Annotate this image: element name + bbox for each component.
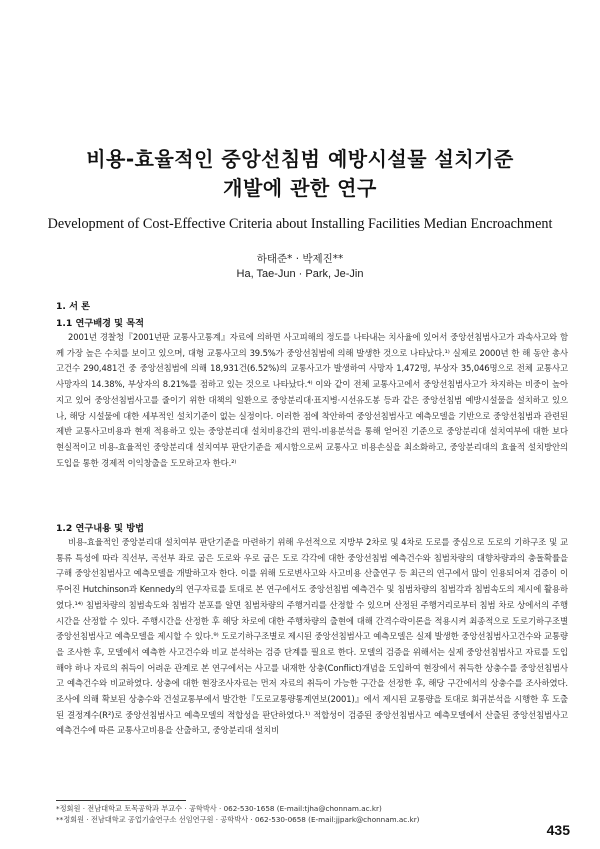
title-korean-line2: 개발에 관한 연구	[223, 176, 377, 200]
paragraph-method: 비용-효율적인 중앙분리대 설치여부 판단기준을 마련하기 위해 우선적으로 지방부 2차로 및 4차로 도로를 중심으로 도로의 기하구조 및 교통류 특성에 따라 직선부, 곡선부 좌로 굽은 도로와 우로 굽은 도로 각각에 대한 중앙선침범 예측건수와 침범차량의 대향차량과의 충돌확률을 구해 중앙선침범사고 예측모델을 개발하고자 한다. 이를 위해 도로변사고와 사고비용 산출연구 등 최근의 연구에서 많이 인용되어져 검증이 이루어진 Hutchinson과 Kennedy의 연구자료를 토대로 본 연구에서도 중앙선침범 예측건수 및 침범차량의 침범각과 침범속도의 제시에 활용하였다.¹⁴⁾ 침범차량의 침범속도와 침범각 분포를 알면 침범차량의 주행거리를 산정할 수 있으며 산정된 주행거리로부터 침범 차로 상에서의 주행시간을 산정할 수 있다. 주행시간을 산정한 후 해당 차로에 대한 주행차량의 출현에 대해 간격수락이론을 적용시켜 최종적으로 도로기하구조별 중앙선침범사고 예측모델을 제시할 수 있다.⁹⁾ 도로기하구조별로 제시된 중앙선침범사고 예측모델은 실제 발생한 중앙선침범사고건수와 교통량을 조사한 후, 모델에서 예측한 사고건수와 비교 분석하는 검증 단계를 필요로 한다. 모델의 검증을 위해서는 실제 중앙선침범사고 자료를 도입해야 하나 자료의 취득이 어려운 관계로 본 연구에서는 사고를 내재한 상충(Conflict)개념을 도입하여 현장에서 취득한 상충수를 중앙선침범사고 예측건수와 비교하였다. 상충에 대한 현장조사자료는 먼저 자료의 취득이 가능한 구간을 선정한 후, 해당 구간에서의 상충수를 조사하였다. 조사에 의해 확보된 상충수와 건설교통부에서 발간한『도로교통량통계연보(2001)』에서 제시된 교통량을 토대로 회귀분석을 시행한 후 도출된 결정계수(R²)로 중앙선침범사고 예측모델의 적합성을 판단하였다.¹⁾ 적합성이 검증된 중앙선침범사고 예측모델에서 산출된 중앙선침범사고 예측건수에 따른 교통사고비용을 산출하고, 중앙분리대 설치비	[56, 537, 568, 736]
paragraph-background: 2001년 경찰청『2001년판 교통사고통계』자료에 의하면 사고피해의 정도를 나타내는 치사율에 있어서 중앙선침범사고가 과속사고와 함께 가장 높은 수치를 보이고 있으며, 대형 교통사고의 39.5%가 중앙선침범에 의해 발생한 것으로 나타났다.¹⁾ 실제로 2000년 한 해 동안 총사고건수 290,481건 중 중앙선침범에 의해 18,931건(6.52%)의 교통사고가 발생하여 사망자 1,472명, 부상자 35,046명으로 전체 교통사고 사망자의 14.38%, 부상자의 8.21%를 점하고 있는 것으로 나타났다.⁴⁾ 이와 같이 전체 교통사고에서 중앙선침범사고가 차지하는 비중이 높아지고 있어 중앙선침범사고를 줄이기 위한 대책의 일환으로 중앙분리대·표지병·시선유도봉 등과 같은 중앙선침범 예방시설물을 설치하고 있으나, 해당 시설물에 대한 세부적인 설치기준이 없는 실정이다. 이러한 점에 착안하여 중앙선침범사고 예측모델을 기반으로 중앙선침범과 관련된 제반 교통사고비용과 현재 적용하고 있는 중앙분리대 설치비용간의 편익-비용분석을 통해 얻어진 기준으로 중앙분리대 설치여부에 대한 보다 현실적이고 비용-효율적인 중앙분리대 설치여부 판단기준을 제시함으로써 교통사고 비용손실을 최소화하고, 중앙분리대의 효율적 설치방안의 도입을 통한 경제적 이익창출을 도모하고자 한다.²⁾	[56, 332, 568, 468]
authors-korean: 하태준* · 박제진**	[256, 253, 344, 265]
footnote-divider	[56, 800, 186, 801]
page-number: 435	[546, 822, 570, 838]
title-english: Development of Cost-Effective Criteria about Installing Facilities Median Encroachment	[47, 216, 553, 232]
footnote-author1: *정회원 · 전남대학교 토목공학과 부교수 · 공학박사 · 062-530-1658 (E-mail:tjha@chonnam.ac.kr)	[56, 804, 382, 813]
section-heading-introduction: 1. 서 론	[56, 301, 91, 312]
title-korean-line1: 비용-효율적인 중앙선침범 예방시설물 설치기준	[86, 147, 514, 171]
authors-english: Ha, Tae-Jun · Park, Je-Jin	[236, 268, 364, 280]
footnote-author2: **정회원 · 전남대학교 공업기술연구소 선임연구원 · 공학박사 · 062-530-0658 (E-mail:jjpark@chonnam.ac.kr)	[56, 815, 420, 824]
subsection-heading-background: 1.1 연구배경 및 목적	[56, 318, 144, 329]
subsection-heading-method: 1.2 연구내용 및 방법	[56, 523, 144, 534]
